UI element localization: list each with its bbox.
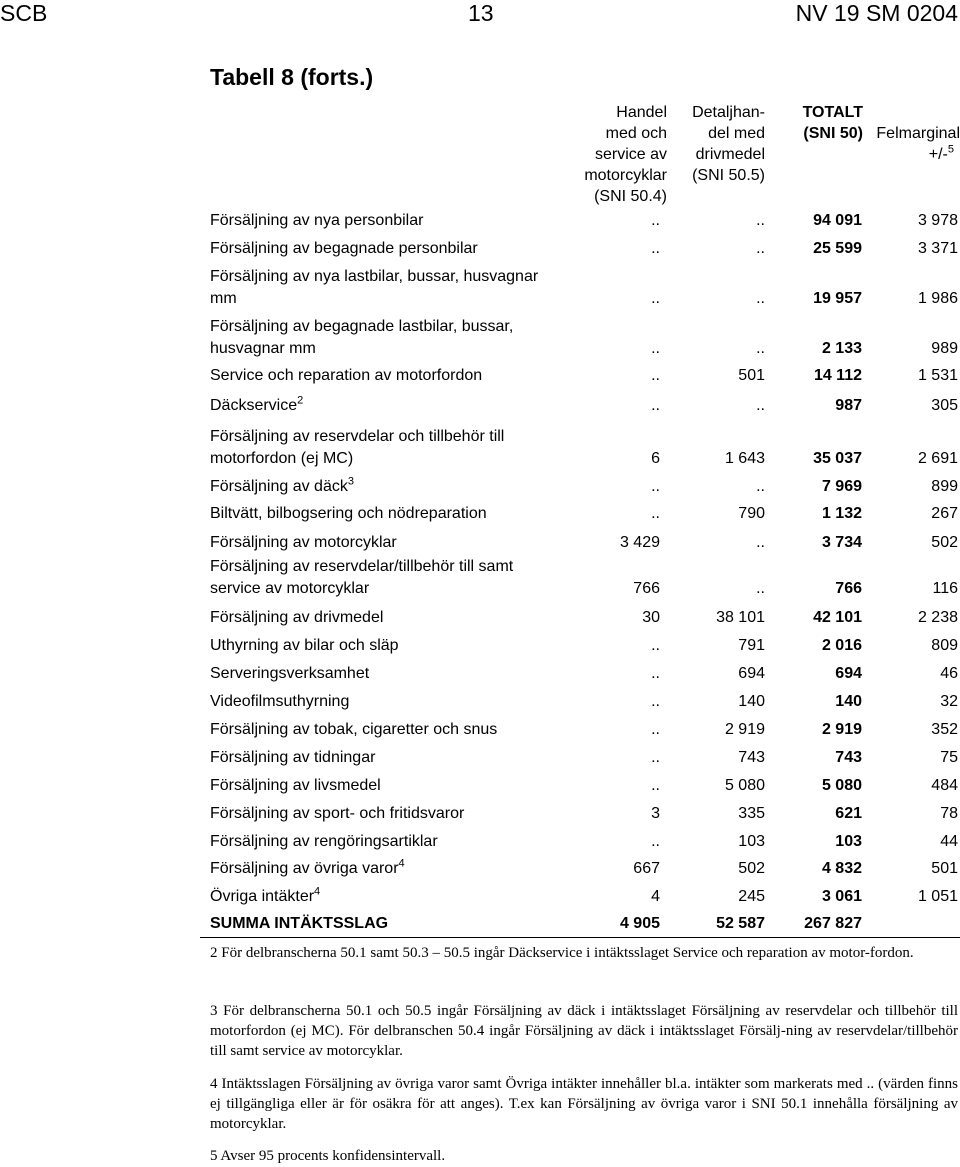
row-value-3: 743: [835, 749, 862, 766]
row-value-1: ..: [651, 637, 660, 654]
row-label: Försäljning av nya personbilar: [210, 212, 424, 229]
footnote-divider: [200, 937, 960, 938]
row-value-4: 305: [931, 397, 958, 414]
row-value-2: 1 643: [724, 450, 765, 467]
row-value-1: ..: [651, 340, 660, 357]
row-value-2: 694: [738, 665, 765, 682]
row-value-1: 30: [642, 609, 660, 626]
row-value-1: ..: [651, 240, 660, 257]
row-value-2: ..: [756, 290, 765, 307]
row-value-4: 44: [940, 833, 958, 850]
row-label: Försäljning av livsmedel: [210, 777, 381, 794]
row-value-3: 3 061: [821, 888, 862, 905]
row-value-2: 501: [738, 367, 765, 384]
row-value-2: 791: [738, 637, 765, 654]
row-value-2: ..: [756, 397, 765, 414]
row-value-1: ..: [651, 505, 660, 522]
header-right: NV 19 SM 0204: [795, 0, 958, 26]
row-value-2: 502: [738, 860, 765, 877]
row-value-3: 1 132: [821, 505, 862, 522]
row-label: Försäljning av motorcyklar: [210, 534, 397, 551]
row-label: SUMMA INTÄKTSSLAG: [210, 915, 389, 932]
row-value-2: ..: [756, 212, 765, 229]
row-label-footnote-ref: 2: [297, 394, 304, 407]
row-value-2: 335: [738, 805, 765, 822]
row-value-4: 484: [931, 777, 958, 794]
row-value-1: ..: [651, 397, 660, 414]
row-value-1: 3: [651, 805, 660, 822]
row-label: Övriga intäkter$^4$: [210, 885, 321, 905]
row-label-footnote-ref: 3: [347, 475, 354, 488]
row-value-1: ..: [651, 665, 660, 682]
row-value-3: 2 133: [821, 340, 862, 357]
row-value-3: 14 112: [813, 367, 862, 384]
row-value-3: 94 091: [813, 212, 862, 229]
row-label: Försäljning av nya lastbilar, bussar, husvagnar mm: [210, 268, 539, 307]
row-value-3: 19 957: [813, 290, 862, 307]
row-value-3: 2 919: [821, 721, 862, 738]
row-label: Försäljning av sport- och fritidsvaror: [210, 805, 465, 822]
row-value-3: 5 080: [821, 777, 862, 794]
row-label: Uthyrning av bilar och släp: [210, 637, 399, 654]
row-label: Försäljning av drivmedel: [210, 609, 384, 626]
row-value-3: 25 599: [813, 240, 862, 257]
row-value-1: 6: [651, 450, 660, 467]
row-value-4: 2 238: [917, 609, 958, 626]
row-value-1: ..: [651, 367, 660, 384]
row-value-2: 790: [738, 505, 765, 522]
row-value-4: 75: [940, 749, 958, 766]
footnote-3: 3 För delbranscherna 50.1 och 50.5 ingår Försäljning av däck i intäktsslaget Försäljning av reservdelar och tillbehör till motorfordon (ej MC). För delbranschen 50.4 ingår Försäljning av däck i intäktsslaget Försälj-ning av reservdelar/tillbehör till samt service av motorcyklar.: [210, 1003, 958, 1059]
row-value-4: 267: [931, 505, 958, 522]
row-value-4: 501: [931, 860, 958, 877]
row-value-3: 2 016: [821, 637, 862, 654]
row-value-1: ..: [651, 212, 660, 229]
row-value-1: ..: [651, 290, 660, 307]
row-value-3: 140: [835, 693, 862, 710]
header-left: SCB: [0, 0, 48, 26]
row-label: Försäljning av tidningar: [210, 749, 376, 766]
row-label: Försäljning av begagnade personbilar: [210, 240, 478, 257]
row-value-2: 103: [738, 833, 765, 850]
row-value-4: 46: [940, 665, 958, 682]
row-value-4: 3 978: [917, 212, 958, 229]
row-value-3: 694: [835, 665, 862, 682]
row-value-3: 267 827: [804, 915, 862, 932]
row-label: Videofilmsuthyrning: [210, 693, 350, 710]
row-label: Försäljning av reservdelar/tillbehör till samt service av motorcyklar: [210, 558, 514, 597]
row-value-1: 766: [633, 580, 660, 597]
row-value-2: ..: [756, 478, 765, 495]
row-value-1: ..: [651, 749, 660, 766]
row-value-1: ..: [651, 693, 660, 710]
footnote-5: 5 Avser 95 procents konfidensintervall.: [210, 1148, 446, 1164]
row-label: Biltvätt, bilbogsering och nödreparation: [210, 505, 487, 522]
row-value-2: 743: [738, 749, 765, 766]
row-value-2: 52 587: [716, 915, 765, 932]
row-value-2: 140: [738, 693, 765, 710]
footnote-2: 2 För delbranscherna 50.1 samt 50.3 – 50.5 ingår Däckservice i intäktsslaget Service och reparation av motor-fordon.: [210, 945, 914, 961]
row-value-1: 667: [633, 860, 660, 877]
felmarginal-label: Felmarginal: [876, 125, 960, 142]
row-value-4: 1 986: [917, 290, 958, 307]
row-value-3: 766: [835, 580, 862, 597]
row-label: Försäljning av övriga varor$^4$: [210, 857, 405, 877]
row-value-3: 35 037: [813, 450, 862, 467]
row-value-2: 5 080: [724, 777, 765, 794]
row-label: Försäljning av rengöringsartiklar: [210, 833, 438, 850]
row-value-3: 103: [835, 833, 862, 850]
row-value-2: ..: [756, 534, 765, 551]
row-value-1: ..: [651, 833, 660, 850]
row-value-4: 32: [940, 693, 958, 710]
row-value-4: 899: [931, 478, 958, 495]
row-value-4: 116: [932, 580, 958, 597]
felmarginal-sub: +/-$^5$: [928, 143, 954, 163]
row-value-3: 4 832: [821, 860, 862, 877]
row-value-3: 987: [835, 397, 862, 414]
footnote-4: 4 Intäktsslagen Försäljning av övriga varor samt Övriga intäkter innehåller bl.a. intäkter som markerats med .. (värden finns ej tillgängliga eller är för osäkra för att anges). T.ex kan Försäljning av övriga varor i SNI 50.1 innehålla försäljning av motorcyklar.: [210, 1076, 958, 1132]
row-value-4: 1 531: [917, 367, 958, 384]
row-label: Försäljning av reservdelar och tillbehör till motorfordon (ej MC): [210, 428, 505, 467]
row-value-4: 352: [931, 721, 958, 738]
row-value-4: 3 371: [917, 240, 958, 257]
row-label: Försäljning av begagnade lastbilar, bussar, husvagnar mm: [210, 318, 514, 357]
row-value-4: 1 051: [917, 888, 958, 905]
row-value-2: 2 919: [724, 721, 765, 738]
row-label: Försäljning av däck$^3$: [210, 475, 354, 495]
row-label: Försäljning av tobak, cigaretter och snus: [210, 721, 498, 738]
row-label-footnote-ref: 4: [398, 857, 405, 870]
row-value-4: 809: [931, 637, 958, 654]
row-value-2: 245: [738, 888, 765, 905]
page-number: 13: [468, 0, 494, 26]
row-value-4: 502: [931, 534, 958, 551]
row-value-3: 621: [835, 805, 862, 822]
row-value-1: 3 429: [619, 534, 660, 551]
row-value-4: 989: [931, 340, 958, 357]
row-value-3: 42 101: [813, 609, 862, 626]
column-header-sni-50-5: Detaljhan- del med drivmedel (SNI 50.5): [692, 104, 765, 184]
row-label: Service och reparation av motorfordon: [210, 367, 483, 384]
row-value-1: 4: [651, 888, 660, 905]
row-value-2: ..: [756, 340, 765, 357]
row-value-1: ..: [651, 777, 660, 794]
row-value-4: 78: [940, 805, 958, 822]
row-value-2: ..: [756, 580, 765, 597]
column-header-sni-50-4: Handel med och service av motorcyklar (SNI 50.4): [584, 104, 667, 205]
row-label-footnote-ref: 4: [314, 885, 321, 898]
table-title: Tabell 8 (forts.): [210, 64, 374, 90]
row-value-1: 4 905: [619, 915, 660, 932]
row-label: Däckservice$^2$: [210, 394, 304, 414]
row-value-3: 3 734: [821, 534, 862, 551]
row-value-2: ..: [756, 240, 765, 257]
row-value-1: ..: [651, 478, 660, 495]
column-header-total: TOTALT (SNI 50): [802, 104, 863, 142]
column-header-felmarginal: [860, 102, 960, 186]
row-label: Serveringsverksamhet: [210, 665, 370, 682]
row-value-4: 2 691: [917, 450, 958, 467]
row-value-1: ..: [651, 721, 660, 738]
row-value-3: 7 969: [821, 478, 862, 495]
row-value-2: 38 101: [716, 609, 765, 626]
